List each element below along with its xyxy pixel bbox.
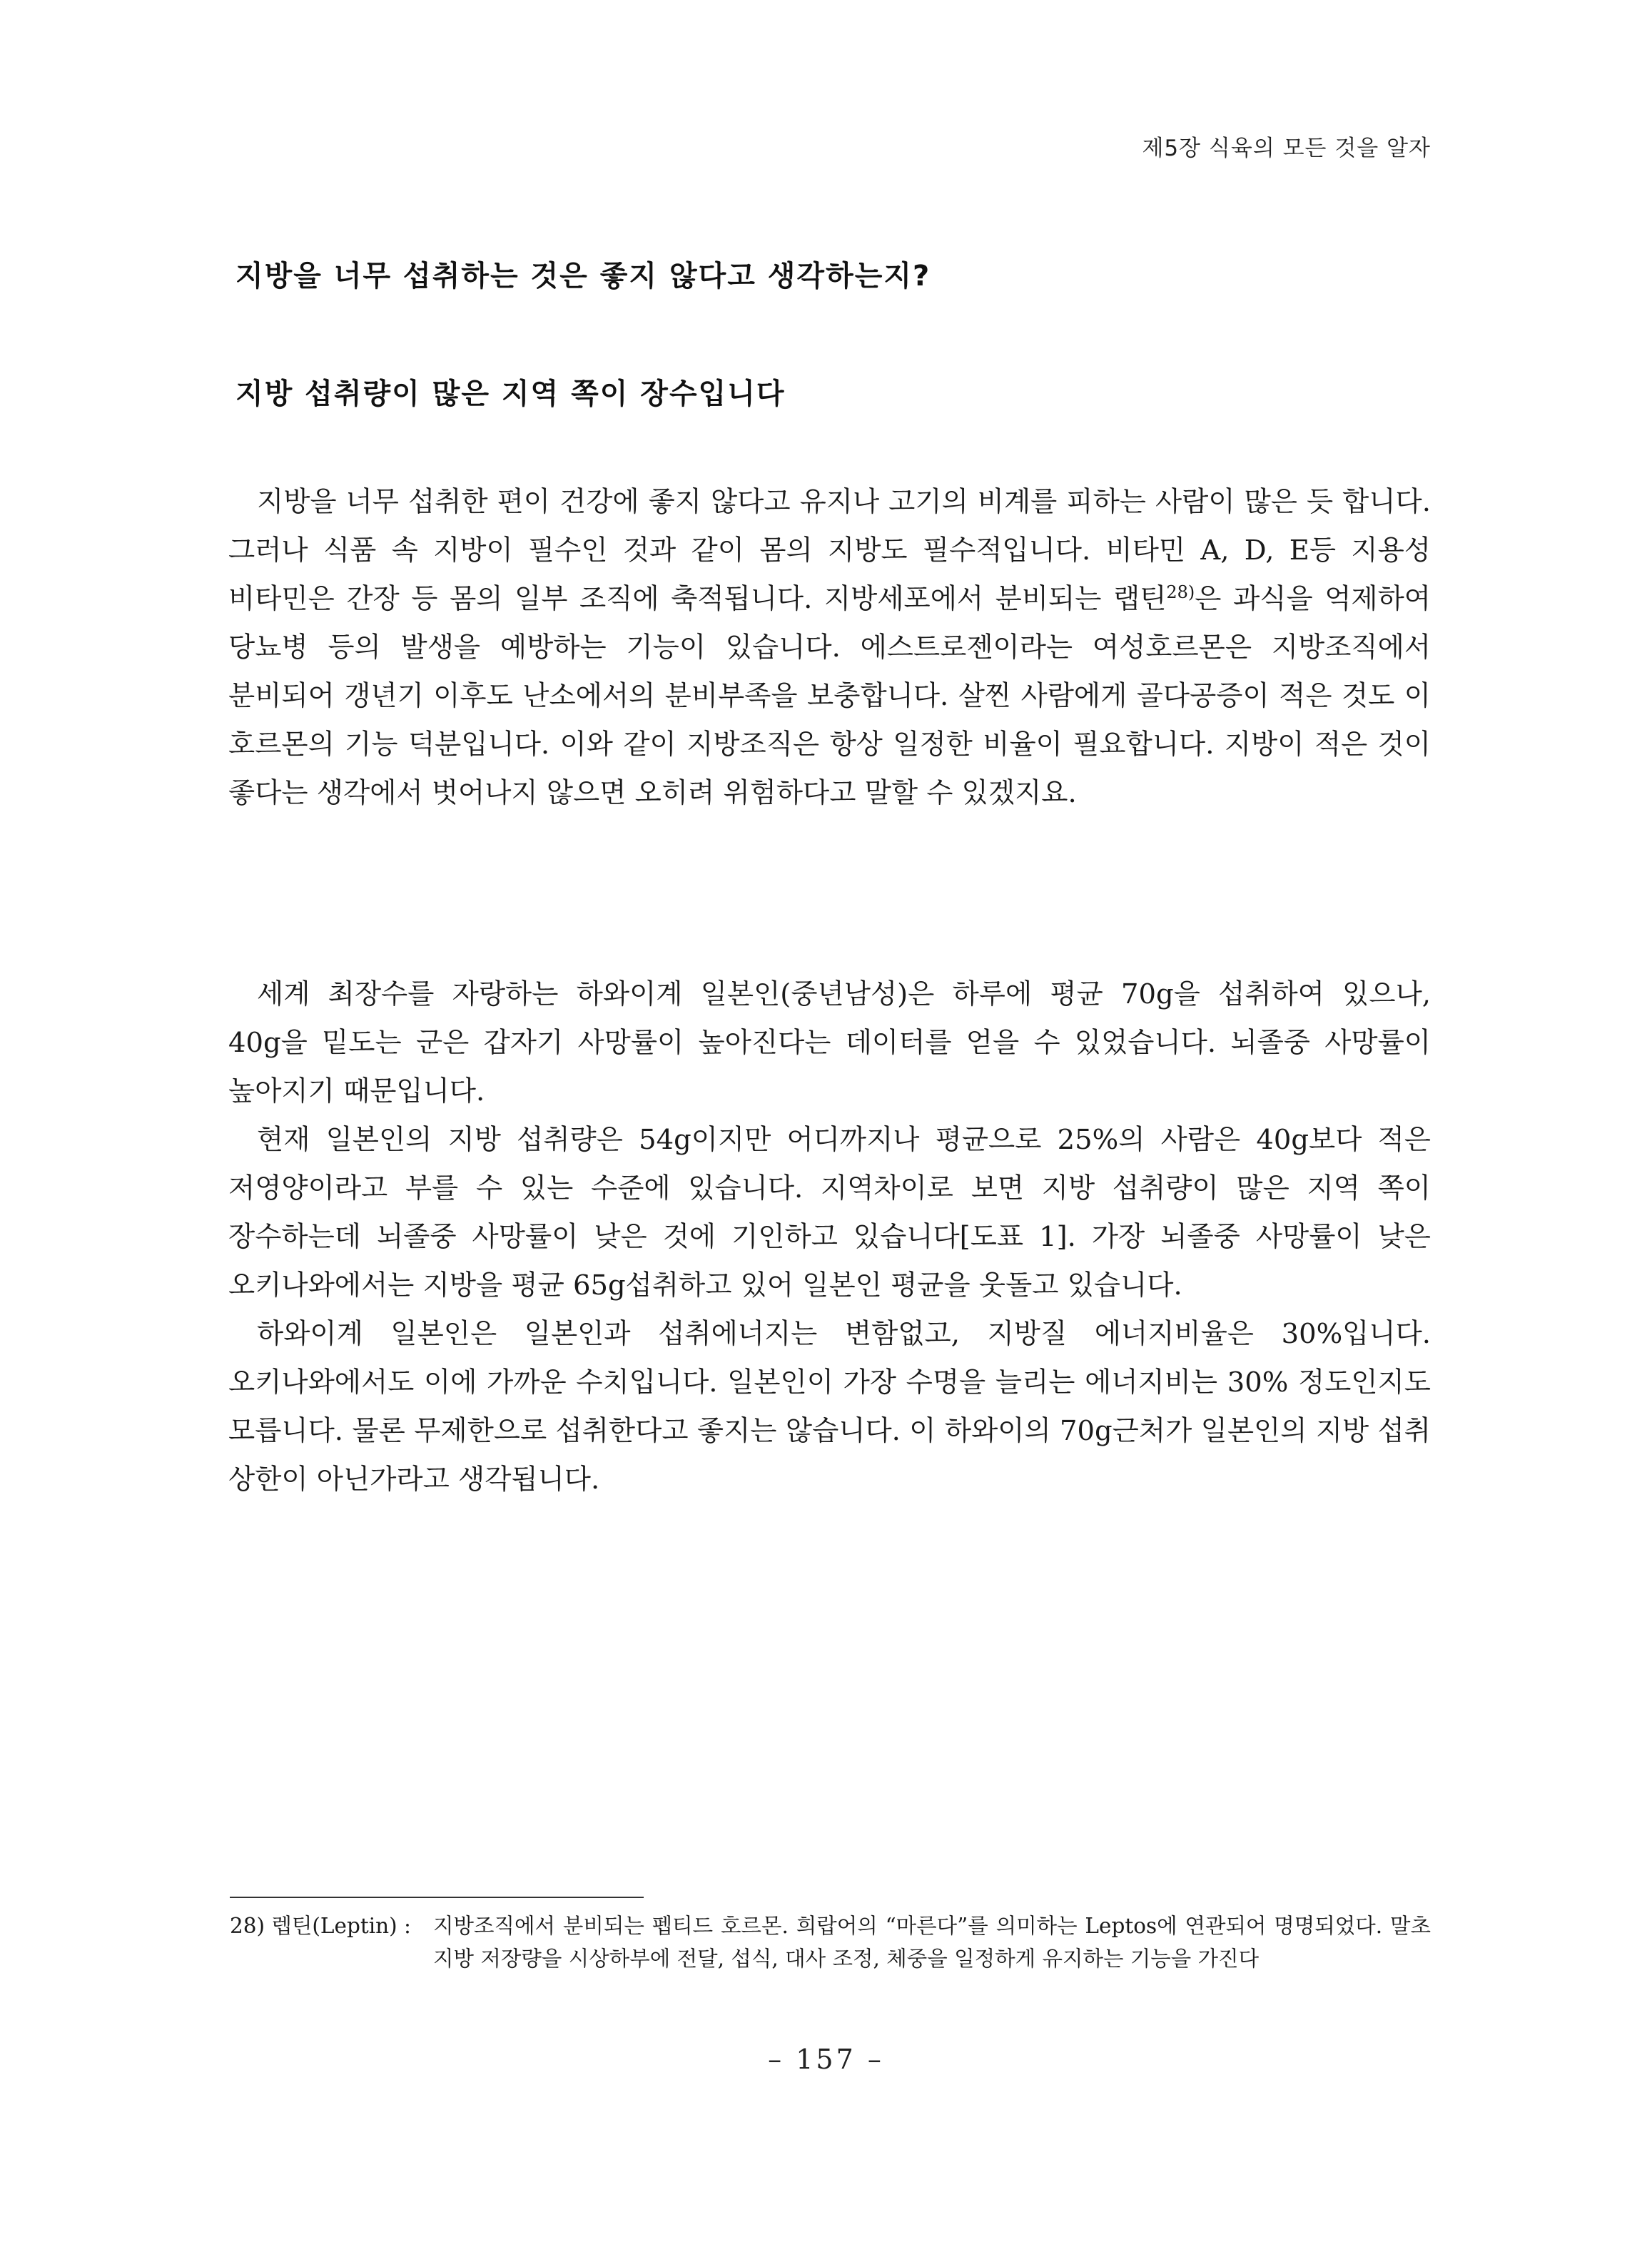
running-header: 제5장 식육의 모든 것을 알자 [1142,136,1431,161]
paragraph-1-text-b: 은 과식을 억제하여 당뇨병 등의 발생을 예방하는 기능이 있습니다. 에스트로젠이라는 여성호르몬은 지방조직에서 분비되어 갱년기 이후도 난소에서의 분비부족을 보충합니다. 살찐 사람에게 골다공증이 적은 것도 이 호르몬의 기능 덕분입니다. 이와 같이 지방조직은 항상 일정한 비율이 필요합니다. 지방이 적은 것이 좋다는 생각에서 벗어나지 않으면 오히려 위험하다고 말할 수 있겠지요. [228,583,1431,809]
page-number: – 157 – [768,2044,884,2075]
footnote [230,1909,1431,1975]
body-section-1 [228,478,1431,818]
body-section-2 [228,970,1431,1504]
paragraph-4: 하와이계 일본인은 일본인과 섭취에너지는 변함없고, 지방질 에너지비율은 30%입니다. 오키나와에서도 이에 가까운 수치입니다. 일본인이 가장 수명을 늘리는 에너지비는 30% 정도인지도 모릅니다. 물론 무제한으로 섭취한다고 좋지는 않습니다. 이 하와이의 70g근처가 일본인의 지방 섭취 상한이 아닌가라고 생각됩니다. [228,1318,1431,1496]
answer-heading: 지방 섭취량이 많은 지역 쪽이 장수입니다 [235,377,786,410]
footnote-text: 지방조직에서 분비되는 펩티드 호르몬. 희랍어의 “마른다”를 의미하는 Leptos에 연관되어 명명되었다. 말초 지방 저장량을 시상하부에 전달, 섭식, 대사 조정, 체중을 일정하게 유지하는 기능을 가진다 [433,1914,1431,1971]
footnote-divider [230,1897,644,1898]
question-heading: 지방을 너무 섭취하는 것은 좋지 않다고 생각하는지? [235,260,931,293]
footnote-reference[interactable]: 28) [1166,582,1195,602]
paragraph-1-text-a: 지방을 너무 섭취한 편이 건강에 좋지 않다고 유지나 고기의 비계를 피하는 사람이 많은 듯 합니다. 그러나 식품 속 지방이 필수인 것과 같이 몸의 지방도 필수적입니다. 비타민 A, D, E등 지용성 비타민은 간장 등 몸의 일부 조직에 축적됩니다. 지방세포에서 분비되는 랩틴 [228,486,1431,615]
paragraph-1 [228,478,1431,818]
paragraph-2: 세계 최장수를 자랑하는 하와이계 일본인(중년남성)은 하루에 평균 70g을 섭취하여 있으나, 40g을 밑도는 군은 갑자기 사망률이 높아진다는 데이터를 얻을 수 있었습니다. 뇌졸중 사망률이 높아지기 때문입니다. [228,978,1431,1107]
paragraph-3: 현재 일본인의 지방 섭취량은 54g이지만 어디까지나 평균으로 25%의 사람은 40g보다 적은 저영양이라고 부를 수 있는 수준에 있습니다. 지역차이로 보면 지방 섭취량이 많은 지역 쪽이 장수하는데 뇌졸중 사망률이 낮은 것에 기인하고 있습니다[도표 1]. 가장 뇌졸중 사망률이 낮은 오키나와에서는 지방을 평균 65g섭취하고 있어 일본인 평균을 웃돌고 있습니다. [228,1124,1431,1302]
footnote-term: 28) 렙틴(Leptin) : [230,1914,411,1938]
